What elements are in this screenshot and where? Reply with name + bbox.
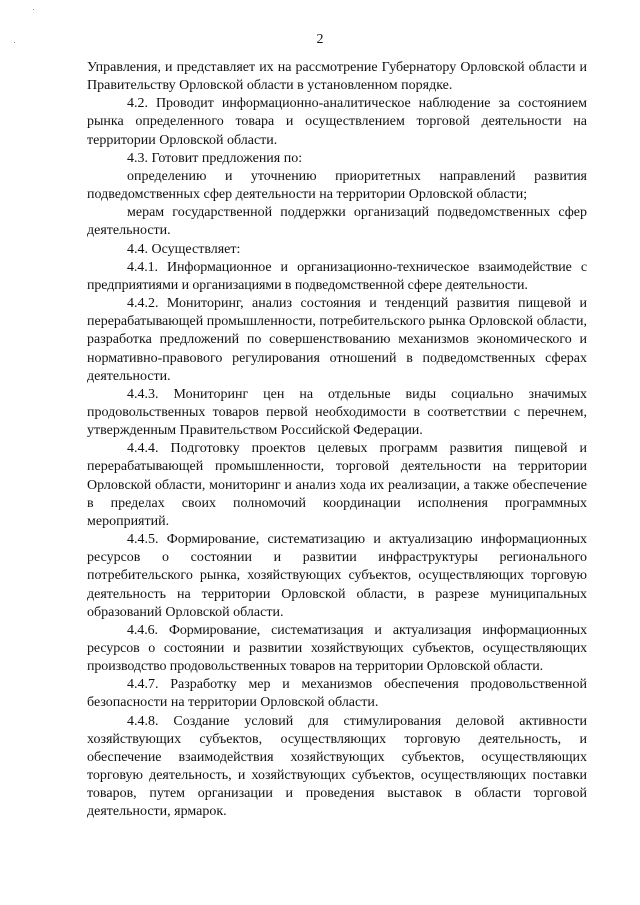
paragraph-4-3: 4.3. Готовит предложения по: — [127, 150, 303, 166]
paragraph-4-4-7: 4.4.7. Разработку мер и механизмов обеспечения продовольственной безопасности на территории Орловской области. — [87, 677, 587, 711]
paragraph-4-4-4: 4.4.4. Подготовку проектов целевых программ развития пищевой и перерабатывающей промышленности, торговой деятельности на территории Орловской области, мониторинг и анализ хода их реализации, а также обеспечение в пределах своих полномочий координации исполнения программных мероприятий. — [87, 441, 587, 529]
paragraph-continuation: Управления, и представляет их на рассмотрение Губернатору Орловской области и Правительству Орловской области в установленном порядке. — [87, 60, 587, 94]
paragraph-4-3-item-2: мерам государственной поддержки организаций подведомственных сфер деятельности. — [87, 205, 587, 239]
paragraph-4-4-3: 4.4.3. Мониторинг цен на отдельные виды социально значимых продовольственных товаров первой необходимости в соответствии с перечнем, утвержденным Правительством Российской Федерации. — [87, 386, 587, 439]
paragraph-4-4-6: 4.4.6. Формирование, систематизация и актуализация информационных ресурсов о состоянии и развитии хозяйствующих субъектов, осуществляющих производство продовольственных товаров на территории Орловской области. — [87, 622, 587, 675]
page-number: 2 — [316, 32, 324, 47]
scan-speck — [33, 9, 34, 10]
paragraph-4-4-5: 4.4.5. Формирование, систематизацию и актуализацию информационных ресурсов о состоянии и развитии инфраструктуры регионального потребительского рынка, хозяйствующих субъектов, осуществляющих торговую деятельность на территории Орловской области, в разрезе муниципальных образований Орловской области. — [87, 532, 587, 620]
document-body — [87, 59, 587, 822]
paragraph-4-3-item-1: определению и уточнению приоритетных направлений развития подведомственных сфер деятельности на территории Орловской области; — [87, 168, 587, 203]
paragraph-4-4: 4.4. Осуществляет: — [127, 241, 241, 257]
paragraph-4-4-8: 4.4.8. Создание условий для стимулирования деловой активности хозяйствующих субъектов, осуществляющих торговую деятельность, и обеспечение взаимодействия хозяйствующих субъектов, осуществляющих торговую деятельность, и хозяйствующих субъектов, осуществляющих поставки товаров, путем организации и проведения выставок в области торговой деятельности, ярмарок. — [87, 713, 587, 820]
paragraph-4-2: 4.2. Проводит информационно-аналитическое наблюдение за состоянием рынка определенного товара и осуществлением торговой деятельности на территории Орловской области. — [87, 96, 587, 148]
paragraph-4-4-2: 4.4.2. Мониторинг, анализ состояния и тенденций развития пищевой и перерабатывающей промышленности, потребительского рынка Орловской области, разработка предложений по совершенствованию механизмов экономического и нормативно-правового регулирования отношений в подведомственных сферах деятельности. — [87, 296, 587, 384]
paragraph-4-4-1: 4.4.1. Информационное и организационно-техническое взаимодействие с предприятиями и организациями в подведомственной сфере деятельности. — [87, 259, 587, 293]
